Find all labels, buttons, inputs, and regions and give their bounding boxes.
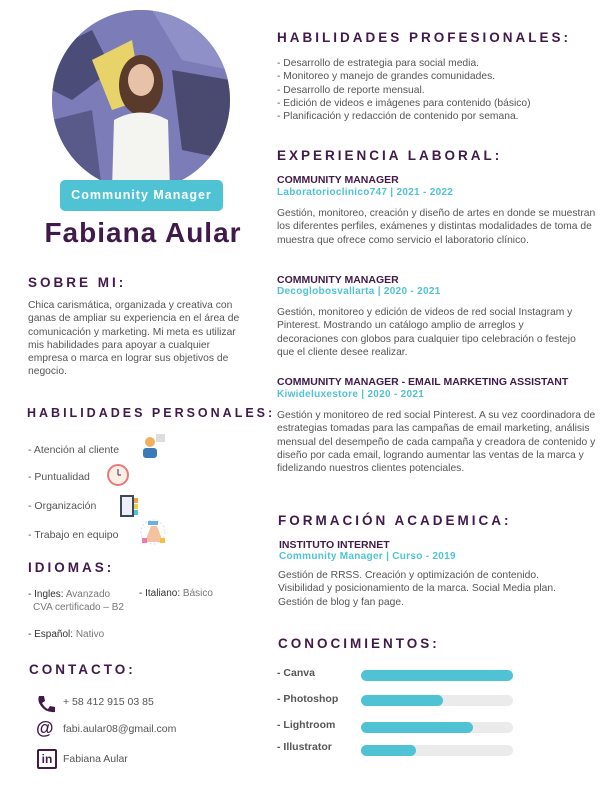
job-company: Laboratorioclinico747 | 2021 - 2022 (277, 187, 454, 198)
list-item: - Planificación y redacción de contenido por semana. (277, 111, 519, 123)
job-role: COMMUNITY MANAGER - EMAIL MARKETING ASSISTANT (277, 376, 569, 388)
list-item: - Desarrollo de estrategia para social media. (277, 58, 480, 69)
skill-customer-service: - Atención al cliente (28, 444, 120, 456)
language-name: - Ingles: (28, 589, 64, 600)
languages-heading: IDIOMAS: (28, 560, 115, 575)
about-heading: SOBRE MI: (28, 275, 127, 290)
job-company: Decoglobosvallarta | 2020 - 2021 (277, 286, 441, 297)
job-description: Gestión y monitoreo de red social Pinterest. A su vez coordinadora de estrategias tomadas para las campañas de email marketing, análisis mensual del desempeño de cada campaña y creadora de contenido y diseño por cada email, logrando aumentar las ventas de la marca y fidelizando nuestros clientes potenciales. (277, 410, 596, 475)
candidate-name: Fabiana Aular (44, 217, 242, 248)
language-level: Nativo (75, 629, 105, 640)
language-name: - Italiano: (139, 588, 181, 599)
list-item: - Edición de videos e imágenes para contenido (básico) (277, 97, 531, 109)
language-english (28, 589, 110, 600)
contact-linkedin[interactable]: Fabiana Aular (63, 753, 128, 765)
language-note: CVA certificado – B2 (33, 602, 124, 613)
knowledge-label: - Canva (277, 667, 315, 679)
language-name: - Español: (28, 629, 74, 640)
job-role: COMMUNITY MANAGER (277, 174, 399, 186)
email-at-icon: @ (36, 718, 54, 738)
contact-phone[interactable]: + 58 412 915 03 85 (63, 696, 154, 708)
list-item: - Monitoreo y manejo de grandes comunidades. (277, 71, 496, 83)
skill-punctuality: - Puntualidad (28, 471, 90, 483)
clock-icon (106, 463, 130, 487)
knowledge-bar-illustrator (361, 745, 513, 756)
skill-organization: - Organización (28, 500, 97, 512)
phone-icon (36, 694, 56, 714)
job-company: Kiwideluxestore | 2020 - 2021 (277, 389, 425, 400)
knowledge-bar-fill (361, 722, 473, 733)
personal-skills-heading: HABILIDADES PERSONALES: (27, 406, 276, 420)
knowledge-bar-fill (361, 670, 513, 681)
education-school: INSTITUTO INTERNET (279, 539, 390, 551)
list-item: - Desarrollo de reporte mensual. (277, 84, 425, 96)
language-level: Avanzado (65, 589, 111, 600)
language-italian (139, 588, 213, 599)
knowledge-bar-fill (361, 695, 443, 706)
knowledge-label: - Illustrator (277, 741, 332, 753)
knowledge-bar-lightroom (361, 722, 513, 733)
language-spanish (28, 629, 104, 640)
job-description: Gestión, monitoreo y edición de videos de red social Instagram y Pinterest. Mostrando un catálogo amplio de arreglos y decoraciones con globos para cualquier tipo celebración o festejo que el cliente desee realizar. (277, 307, 576, 358)
skill-teamwork: - Trabajo en equipo (28, 529, 119, 541)
education-description: Gestión de RRSS. Creación y optimización de contenido. Visibilidad y posicionamiento de la marca. Social Media plan. Gestión de blog y fan page. (278, 570, 556, 608)
contact-email[interactable]: fabi.aular08@gmail.com (63, 723, 177, 735)
knowledge-bar-photoshop (361, 695, 513, 706)
profile-photo (52, 10, 230, 190)
customer-service-icon (140, 433, 166, 459)
language-level: Básico (182, 588, 213, 599)
professional-skills-heading: HABILIDADES PROFESIONALES: (277, 30, 572, 45)
about-text: Chica carismática, organizada y creativa con ganas de ampliar su experiencia en el área de comunicación y marketing. Mi meta es utilizar mis habilidades para apoyar a cualquier empresa o marca en lograr sus objetivos de negocio. (28, 300, 240, 378)
teamwork-hands-icon (139, 518, 167, 546)
job-description: Gestión, monitoreo, creación y diseño de artes en donde se muestran los diferentes perfiles, exámenes y distintas modalidades de toma de muestra que ofrece como servicio el laboratorio clínico. (277, 208, 596, 246)
job-title-badge: Community Manager (60, 180, 223, 211)
knowledge-label: - Photoshop (277, 693, 339, 705)
linkedin-icon: in (37, 749, 57, 769)
education-heading: FORMACIÓN ACADEMICA: (278, 513, 512, 528)
knowledge-label: - Lightroom (277, 719, 336, 731)
knowledge-bar-fill (361, 745, 416, 756)
education-program: Community Manager | Curso - 2019 (279, 551, 456, 562)
experience-heading: EXPERIENCIA LABORAL: (277, 148, 503, 163)
contact-heading: CONTACTO: (29, 662, 136, 677)
knowledge-bar-canva (361, 670, 513, 681)
knowledge-heading: CONOCIMIENTOS: (278, 636, 440, 651)
job-role: COMMUNITY MANAGER (277, 274, 399, 286)
planner-icon (118, 494, 140, 518)
professional-skills-list (277, 57, 531, 123)
